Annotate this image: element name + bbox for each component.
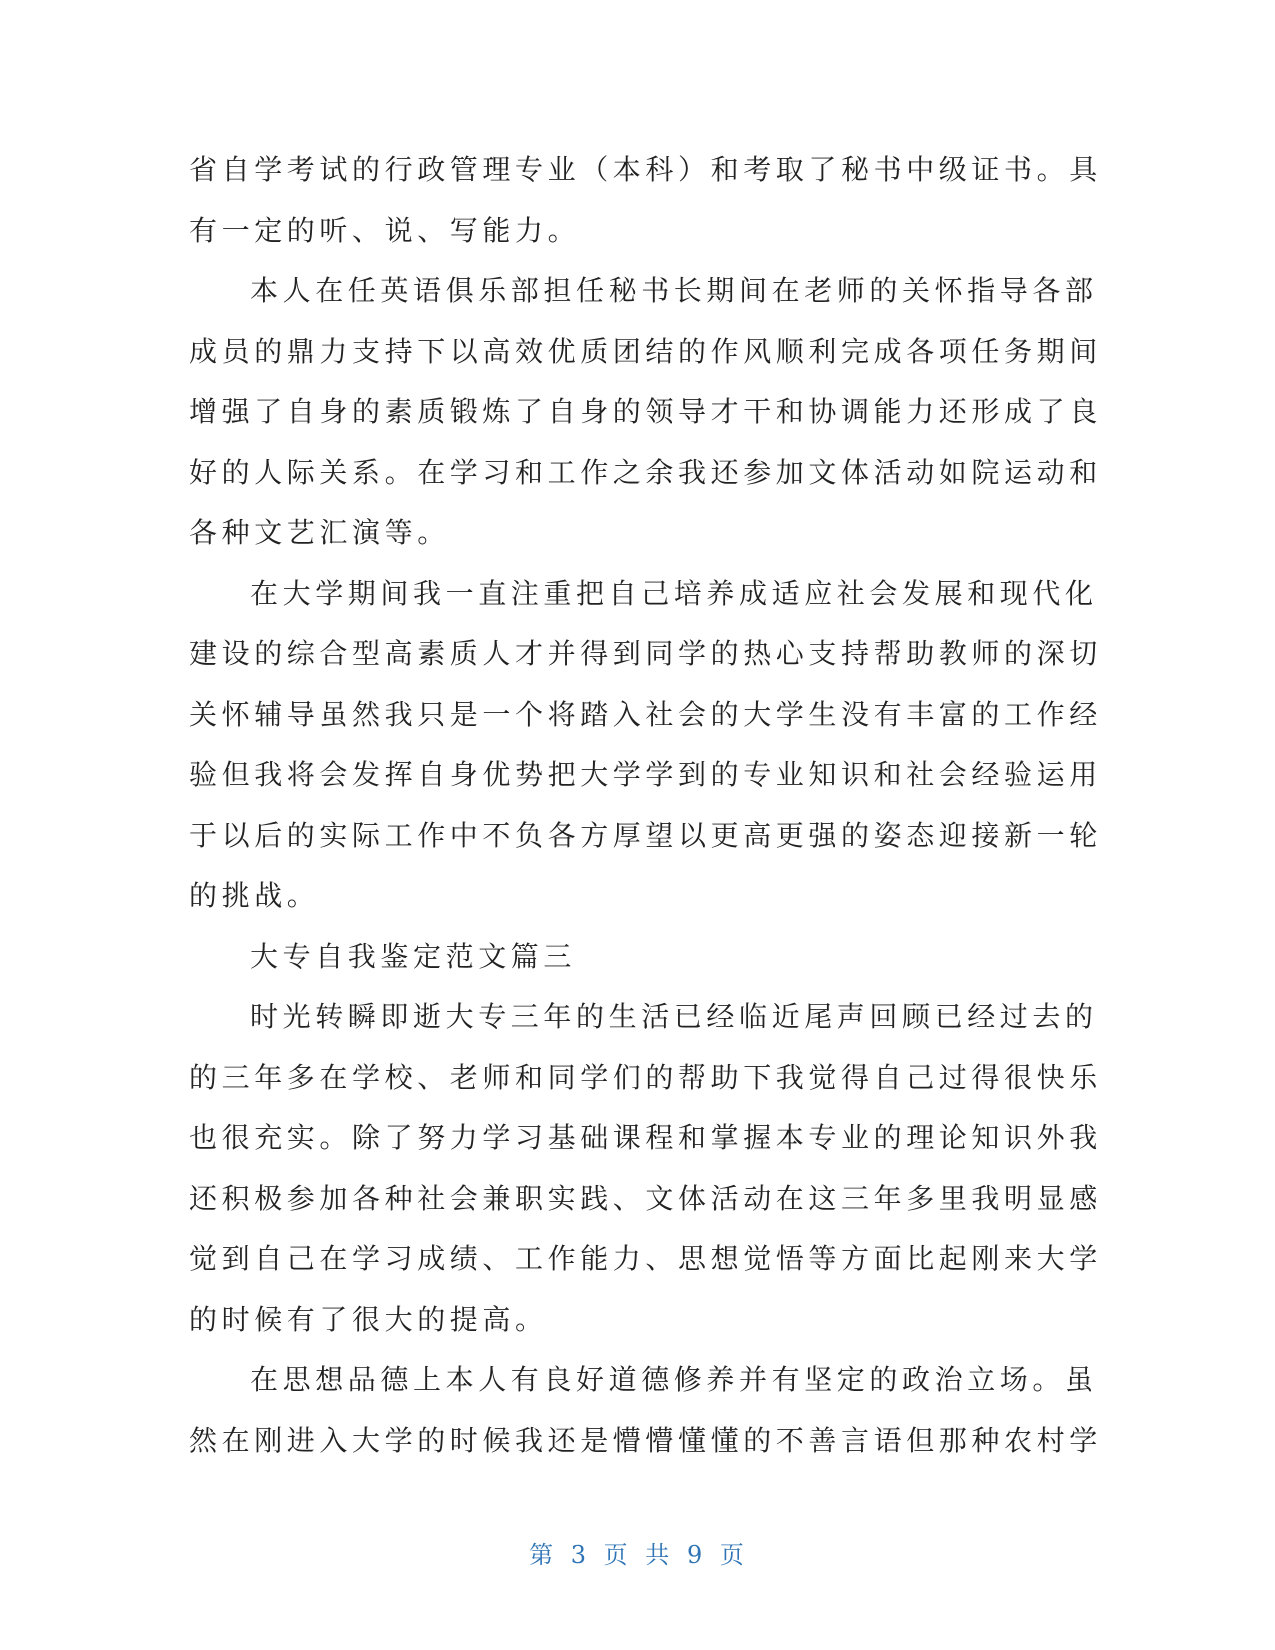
section-heading: 大专自我鉴定范文篇三 [250,939,577,973]
text-line: 建设的综合型高素质人才并得到同学的热心支持帮助教师的深切 [189,637,1102,670]
text-line: 觉到自己在学习成绩、工作能力、思想觉悟等方面比起刚来大学 [189,1242,1102,1275]
text-line: 验但我将会发挥自身优势把大学学到的专业知识和社会经验运用 [189,758,1102,791]
text-line: 的三年多在学校、老师和同学们的帮助下我觉得自己过得很快乐 [189,1060,1102,1094]
text-line: 好的人际关系。在学习和工作之余我还参加文体活动如院运动和 [189,455,1102,489]
page-footer: 第 3 页 共 9 页 [529,1541,746,1569]
text-line: 的挑战。 [189,879,320,912]
text-line: 省自学考试的行政管理专业（本科）和考取了秘书中级证书。具 [189,153,1102,186]
paragraph-start-line: 在大学期间我一直注重把自己培养成适应社会发展和现代化 [250,576,1098,610]
text-line: 于以后的实际工作中不负各方厚望以更高更强的姿态迎接新一轮 [189,818,1102,852]
text-line: 还积极参加各种社会兼职实践、文体活动在这三年多里我明显感 [189,1181,1102,1215]
paragraph-start-line: 时光转瞬即逝大专三年的生活已经临近尾声回顾已经过去的 [250,1000,1098,1033]
text-line: 然在刚进入大学的时候我还是懵懵懂懂的不善言语但那种农村学 [189,1423,1102,1457]
document-body [189,140,1102,1471]
paragraph-start-line: 本人在任英语俱乐部担任秘书长期间在老师的关怀指导各部 [250,274,1098,307]
text-line: 的时候有了很大的提高。 [189,1302,548,1336]
text-line: 关怀辅导虽然我只是一个将踏入社会的大学生没有丰富的工作经 [189,697,1102,731]
text-line: 成员的鼎力支持下以高效优质团结的作风顺利完成各项任务期间 [189,334,1102,368]
text-line: 有一定的听、说、写能力。 [189,213,581,247]
text-line: 增强了自身的素质锻炼了自身的领导才干和协调能力还形成了良 [189,395,1102,428]
text-line: 也很充实。除了努力学习基础课程和掌握本专业的理论知识外我 [189,1121,1102,1154]
paragraph-start-line: 在思想品德上本人有良好道德修养并有坚定的政治立场。虽 [250,1363,1098,1396]
text-line: 各种文艺汇演等。 [189,516,450,549]
